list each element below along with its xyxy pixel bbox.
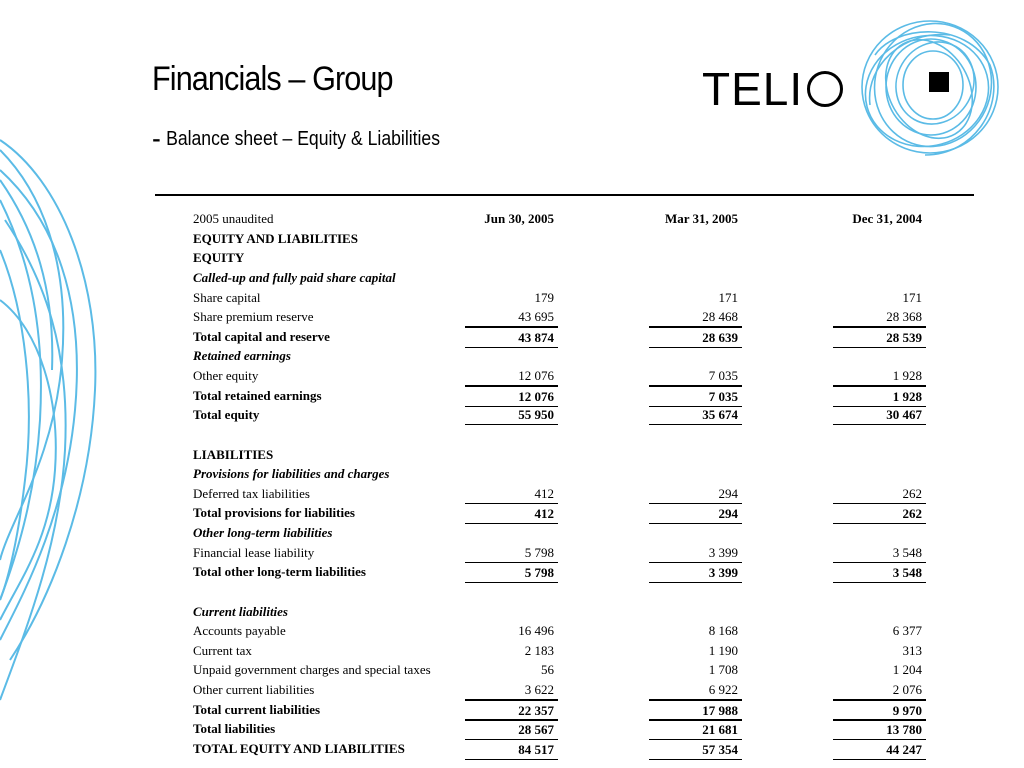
row-value: 7 035 <box>649 366 742 386</box>
row-value: 28 639 <box>649 327 742 348</box>
decorative-swirl-lines <box>0 0 120 768</box>
table-row <box>193 484 933 504</box>
row-value: 22 357 <box>465 700 558 721</box>
row-value: 44 247 <box>833 739 926 760</box>
table-row <box>193 268 933 288</box>
row-label: Current liabilities <box>193 603 288 619</box>
row-value: 7 035 <box>649 386 742 407</box>
page-title: Financials – Group <box>152 60 393 98</box>
row-value: 3 622 <box>465 680 558 700</box>
row-label: Current tax <box>193 642 252 658</box>
table-row <box>193 288 933 308</box>
table-row <box>193 445 933 465</box>
table-row <box>193 582 933 602</box>
row-value: 6 377 <box>892 623 922 639</box>
table-row <box>193 641 933 661</box>
row-value: 294 <box>649 503 742 524</box>
row-value: 9 970 <box>833 700 926 721</box>
logo-square-icon <box>929 72 949 92</box>
table-row <box>193 405 933 425</box>
row-value: 179 <box>534 289 554 305</box>
row-value: 8 168 <box>708 623 738 639</box>
row-value: 28 567 <box>465 719 558 740</box>
row-value: 1 204 <box>892 662 922 678</box>
table-row <box>193 719 933 739</box>
row-value: 28 368 <box>833 307 926 327</box>
table-row <box>193 621 933 641</box>
row-value: 55 950 <box>465 405 558 425</box>
row-label: Total provisions for liabilities <box>193 505 355 521</box>
table-row <box>193 346 933 366</box>
table-row <box>193 464 933 484</box>
row-label: Share capital <box>193 289 261 305</box>
row-label: LIABILITIES <box>193 446 274 462</box>
row-value: 1 708 <box>708 662 738 678</box>
row-value: 412 <box>465 484 558 504</box>
column-header-dec-2004: Dec 31, 2004 <box>852 211 922 226</box>
row-label: TOTAL EQUITY AND LIABILITIES <box>193 740 405 756</box>
row-value: 28 539 <box>833 327 926 348</box>
table-row <box>193 602 933 622</box>
table-row <box>193 739 933 759</box>
table-row <box>193 366 933 386</box>
subtitle-dash: - <box>152 122 161 155</box>
row-value: 313 <box>902 642 922 658</box>
row-value: 30 467 <box>833 405 926 425</box>
row-value: 12 076 <box>465 366 558 386</box>
telio-logo <box>702 64 843 114</box>
subtitle-text: Balance sheet – Equity & Liabilities <box>166 128 441 150</box>
row-value: 2 183 <box>524 642 554 658</box>
row-value: 5 798 <box>465 543 558 563</box>
row-value: 1 190 <box>708 642 738 658</box>
balance-sheet-table <box>193 209 933 759</box>
table-row <box>193 248 933 268</box>
row-value: 3 399 <box>649 543 742 563</box>
row-label: Financial lease liability <box>193 544 315 560</box>
table-row <box>193 307 933 327</box>
row-value: 262 <box>833 484 926 504</box>
row-label: Other current liabilities <box>193 682 315 697</box>
row-value: 171 <box>718 289 738 305</box>
row-value: 21 681 <box>649 719 742 740</box>
table-row <box>193 386 933 406</box>
row-label: Total retained earnings <box>193 387 322 403</box>
row-value: 28 468 <box>649 307 742 327</box>
row-value: 294 <box>649 484 742 504</box>
row-value: 35 674 <box>649 405 742 425</box>
row-value: 412 <box>465 503 558 524</box>
table-row <box>193 327 933 347</box>
row-label: EQUITY AND LIABILITIES <box>193 230 358 246</box>
logo-text: TELI <box>702 63 804 115</box>
row-label: Provisions for liabilities and charges <box>193 466 390 482</box>
row-value: 56 <box>541 662 554 678</box>
row-label: Total capital and reserve <box>193 328 330 344</box>
row-label: Total current liabilities <box>193 701 321 717</box>
row-label: Retained earnings <box>193 348 291 364</box>
row-label: EQUITY <box>193 250 245 266</box>
row-value: 43 695 <box>465 307 558 327</box>
table-row <box>193 503 933 523</box>
row-label: Unpaid government charges and special taxes <box>193 662 431 678</box>
row-label: Total equity <box>193 407 260 423</box>
row-value: 43 874 <box>465 327 558 348</box>
logo-circle-icon <box>807 71 843 107</box>
table-row <box>193 425 933 445</box>
row-value: 5 798 <box>465 562 558 583</box>
table-header-row <box>193 209 933 229</box>
row-label: Deferred tax liabilities <box>193 485 310 501</box>
row-value: 3 399 <box>649 562 742 583</box>
row-value: 16 496 <box>518 623 554 639</box>
table-row <box>193 700 933 720</box>
row-value: 3 548 <box>833 562 926 583</box>
row-label: Total other long-term liabilities <box>193 564 366 580</box>
table-row <box>193 660 933 680</box>
row-value: 84 517 <box>465 739 558 760</box>
table-row <box>193 229 933 249</box>
row-value: 262 <box>833 503 926 524</box>
row-value: 3 548 <box>833 543 926 563</box>
row-value: 1 928 <box>833 366 926 386</box>
column-header-period: 2005 unaudited <box>193 211 274 226</box>
row-label: Other long-term liabilities <box>193 525 333 540</box>
column-header-jun-2005: Jun 30, 2005 <box>484 211 554 226</box>
row-value: 17 988 <box>649 700 742 721</box>
row-label: Called-up and fully paid share capital <box>193 269 396 285</box>
table-row <box>193 680 933 700</box>
row-label: Other equity <box>193 368 259 383</box>
header-divider <box>155 194 974 196</box>
row-value: 171 <box>902 289 922 305</box>
row-label: Total liabilities <box>193 721 276 737</box>
row-value: 2 076 <box>833 680 926 700</box>
table-row <box>193 543 933 563</box>
row-value: 12 076 <box>465 386 558 407</box>
column-header-mar-2005: Mar 31, 2005 <box>664 211 738 226</box>
row-value: 1 928 <box>833 386 926 407</box>
row-value: 13 780 <box>833 719 926 740</box>
page-subtitle <box>152 122 440 156</box>
table-row <box>193 562 933 582</box>
table-row <box>193 523 933 543</box>
row-value: 57 354 <box>649 739 742 760</box>
row-label: Accounts payable <box>193 623 286 639</box>
row-label: Share premium reserve <box>193 309 314 325</box>
row-value: 6 922 <box>649 680 742 700</box>
